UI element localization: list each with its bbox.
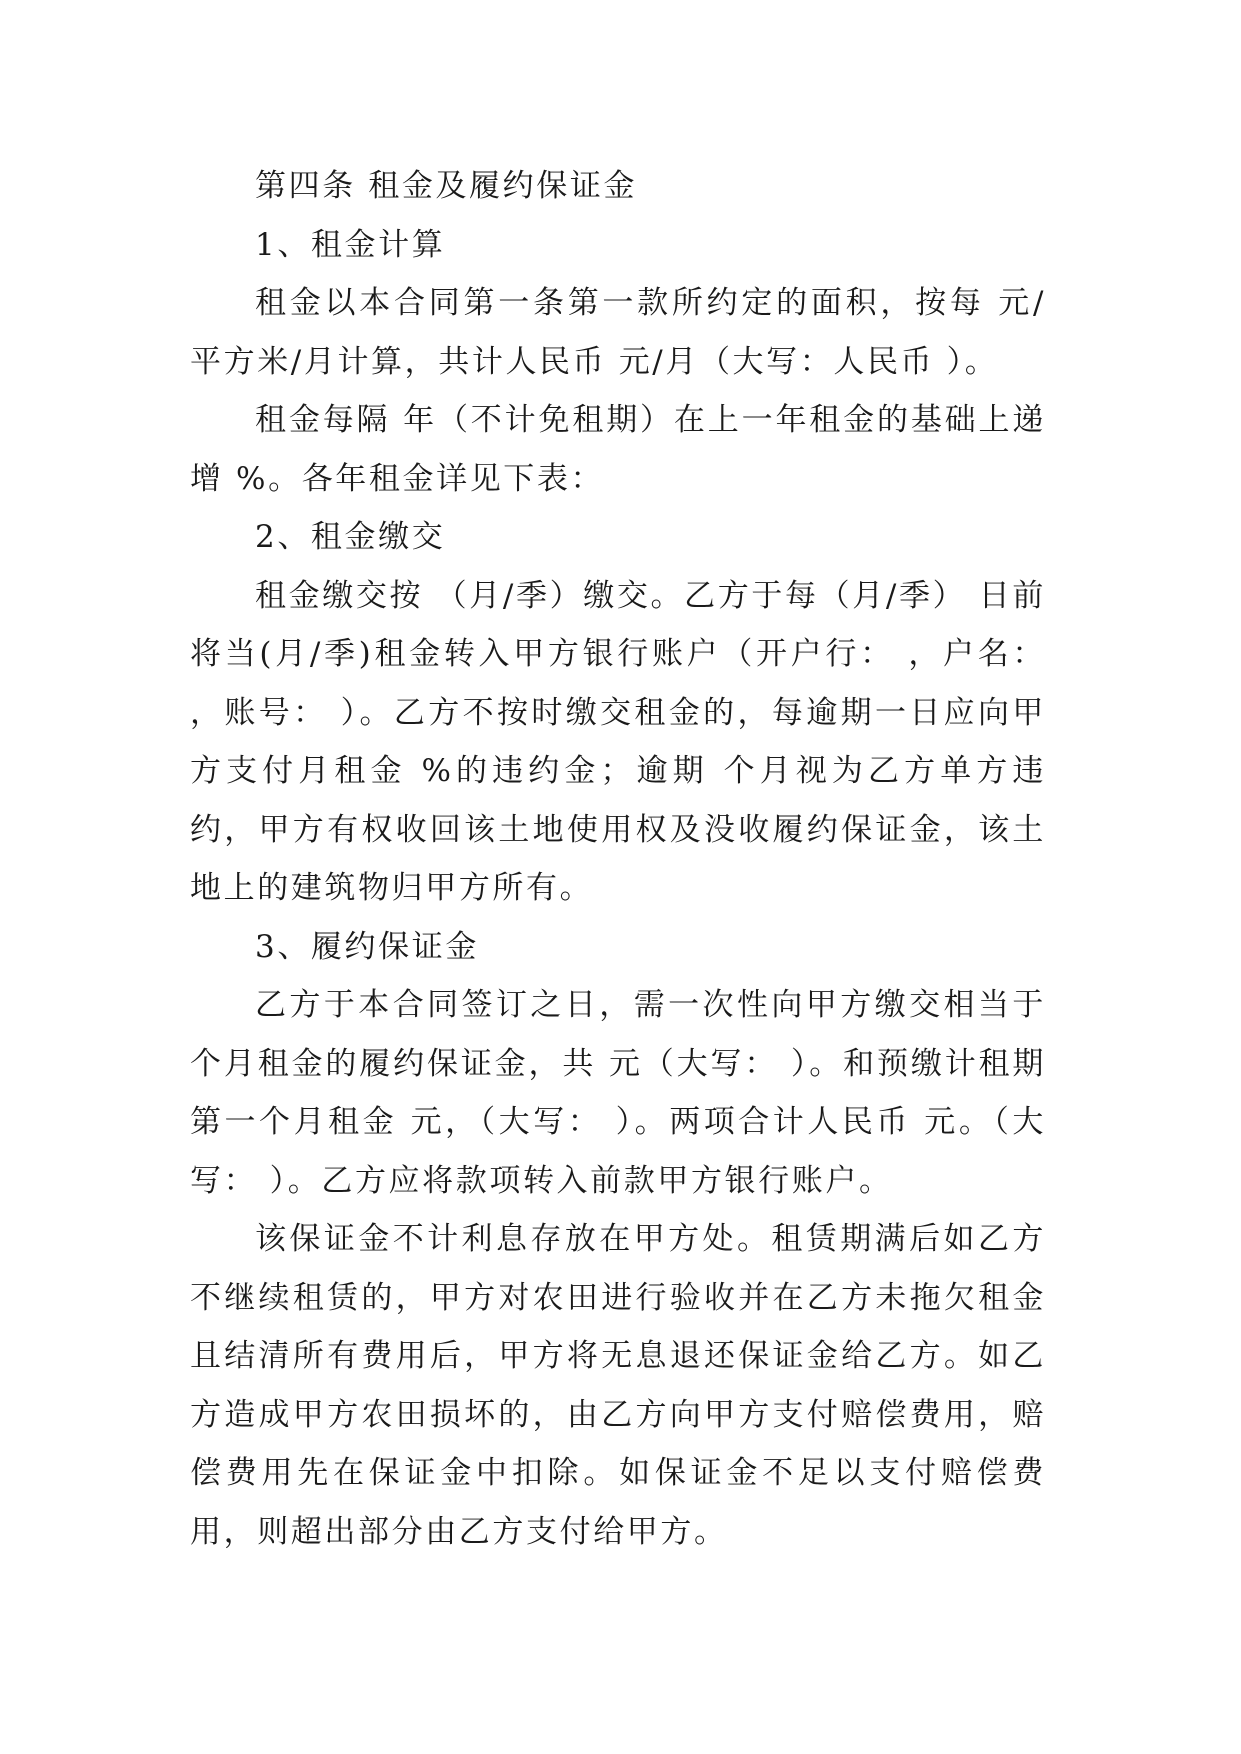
paragraph-rent-rate: 租金以本合同第一条第一款所约定的面积，按每 元/平方米/月计算，共计人民币 元/月（大写：人民币 ）。 <box>190 285 1046 380</box>
paragraph-payment-terms: 租金缴交按 （月/季）缴交。乙方于每（月/季） 日前将当(月/季)租金转入甲方银行账户（开户行： ，户名： ，账号： ）。乙方不按时缴交租金的，每逾期一日应向甲方支付月租金 %的违约金；逾期 个月视为乙方单方违约，甲方有权收回该土地使用权及没收履约保证金，该土地上的建筑物归甲方所有。 <box>190 577 1046 906</box>
section-heading-deposit: 3、履约保证金 <box>255 928 479 965</box>
section-heading-rent-payment: 2、租金缴交 <box>255 519 446 555</box>
paragraph-rent-increase: 租金每隔 年（不计免租期）在上一年租金的基础上递增 %。各年租金详见下表： <box>190 402 1046 497</box>
document-body <box>190 157 1046 1561</box>
paragraph-deposit-amount: 乙方于本合同签订之日，需一次性向甲方缴交相当于 个月租金的履约保证金，共 元（大写： ）。和预缴计租期第一个月租金 元，（大写： ）。两项合计人民币 元。（大写： ）。乙方应将款项转入前款甲方银行账户。 <box>190 987 1046 1199</box>
paragraph-deposit-refund: 该保证金不计利息存放在甲方处。租赁期满后如乙方不继续租赁的，甲方对农田进行验收并在乙方未拖欠租金且结清所有费用后，甲方将无息退还保证金给乙方。如乙方造成甲方农田损坏的，由乙方向甲方支付赔偿费用，赔偿费用先在保证金中扣除。如保证金不足以支付赔偿费用，则超出部分由乙方支付给甲方。 <box>190 1221 1046 1550</box>
section-heading-rent-calculation: 1、租金计算 <box>255 226 446 263</box>
article-title: 第四条 租金及履约保证金 <box>255 168 638 204</box>
